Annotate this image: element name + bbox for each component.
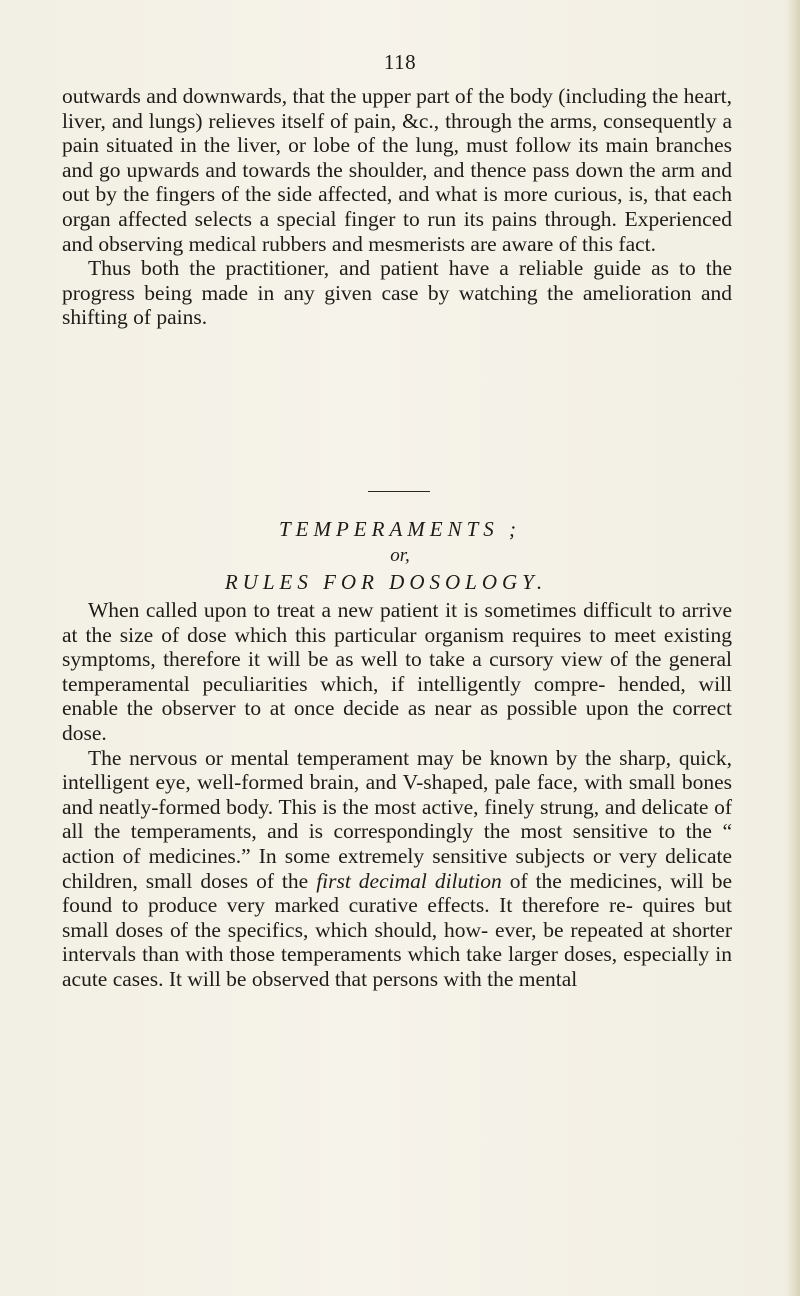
section-heading: TEMPERAMENTS ; <box>278 517 522 541</box>
paragraph-text: of the medicines, will be found to produce very marked curative effects. It therefore re- quires but small doses of the specifics, which should, how- ever, be repeated at shorter intervals than with those temperaments which take larger doses, especially in acute cases. It will be observed that persons with the mental <box>62 868 733 991</box>
page-number: 118 <box>383 50 417 74</box>
section-heading-or: or, <box>390 545 410 566</box>
paragraph-continued: outwards and downwards, that the upper part of the body (including the heart, liver, and lungs) relieves itself of pain, &c., through the arms, consequently a pain situated in the liver, or lobe of the lung, must follow its main branches and go upwards and towards the shoulder, and thence pass down the arm and out by the fingers of the side affected, and what is more curious, is, that each organ affected selects a special finger to run its pains through. Experienced and observing medical rubbers and mesmerists are aware of this fact. <box>62 84 732 256</box>
paragraph <box>62 746 732 992</box>
bottom-text-block <box>62 598 732 992</box>
section-divider <box>368 491 430 492</box>
paragraph: When called upon to treat a new patient it is sometimes difficult to arrive at the size of dose which this particular organism requires to meet existing symptoms, therefore it will be as well to take a cursory view of the general temperamental peculiarities which, if intelligently compre- hended, will enable the observer to at once decide as near as possible upon the correct dose. <box>62 598 732 745</box>
paragraph: Thus both the practitioner, and patient have a reliable guide as to the progress being made in any given case by watching the amelioration and shifting of pains. <box>62 256 732 330</box>
page-edge-shadow <box>786 0 800 1296</box>
section-subheading: RULES FOR DOSOLOGY. <box>224 570 548 594</box>
paragraph-text: The nervous or mental temperament may be known by the sharp, quick, intelligent eye, well-formed brain, and V-shaped, pale face, with small bones and neatly-formed body. This is the most active, finely strung, and delicate of all the temperaments, and is correspondingly the most sensitive to the “ action of medicines.” In some extremely sensitive subjects or very delicate children, small doses of the <box>62 745 732 893</box>
emphasized-text: first decimal dilution <box>316 868 502 893</box>
top-text-block <box>62 84 732 330</box>
